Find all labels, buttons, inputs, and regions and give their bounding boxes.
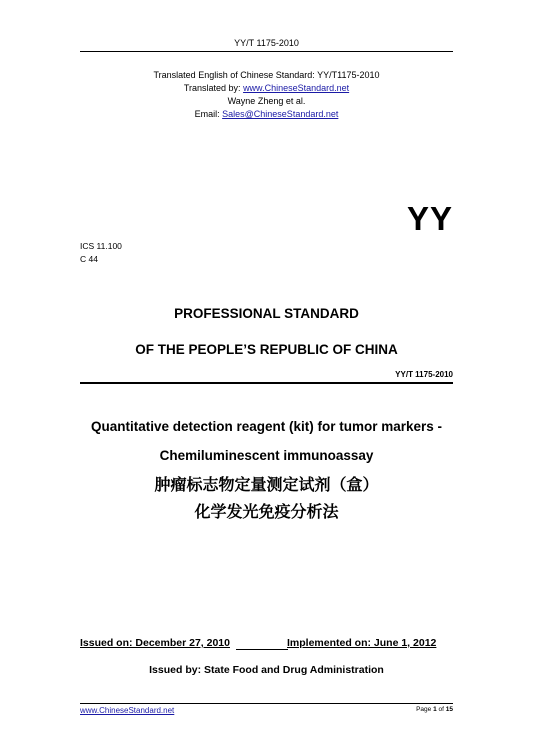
document-title-en-line1: Quantitative detection reagent (kit) for tumor markers - — [90, 419, 443, 434]
translation-source-line: Translated English of Chinese Standard: YY/T1175-2010 — [153, 70, 380, 80]
page-label: Page — [416, 706, 434, 713]
email-line — [0, 107, 533, 121]
issuing-authority: Issued by: State Food and Drug Administration — [149, 664, 384, 676]
standard-number: YY/T 1175-2010 — [395, 370, 453, 379]
document-title-en-line2: Chemiluminescent immunoassay — [159, 448, 374, 463]
header-divider — [80, 51, 453, 52]
implemented-date: Implemented on: June 1, 2012 — [287, 637, 437, 649]
page-indicator — [416, 706, 453, 713]
email-link[interactable]: Sales@ChineseStandard.net — [222, 109, 339, 119]
standard-title-line2: OF THE PEOPLE’S REPUBLIC OF CHINA — [135, 342, 398, 357]
issued-date: Issued on: December 27, 2010 — [80, 637, 230, 649]
document-title-cn-line1: 肿瘤标志物定量测定试剂（盒） — [154, 475, 379, 494]
translated-by-label: Translated by: — [183, 83, 244, 93]
email-label: Email: — [194, 109, 223, 119]
page-current: 1 — [433, 706, 437, 713]
ics-code: ICS 11.100 — [80, 241, 122, 251]
translator-site-link[interactable]: www.ChineseStandard.net — [243, 83, 350, 93]
translated-by-line — [0, 81, 533, 95]
footer-divider — [80, 703, 453, 704]
title-divider — [80, 382, 453, 384]
translator-name: Wayne Zheng et al. — [227, 96, 306, 106]
ccs-code: C 44 — [80, 254, 98, 264]
document-title-cn-line2: 化学发光免疫分析法 — [194, 502, 339, 521]
classification-codes — [80, 240, 122, 266]
category-mark: YY — [406, 200, 453, 237]
footer-site-link[interactable]: www.ChineseStandard.net — [80, 706, 175, 715]
page-total: 15 — [445, 706, 453, 713]
standard-title-line1: PROFESSIONAL STANDARD — [174, 306, 359, 321]
header-standard-code: YY/T 1175-2010 — [234, 38, 299, 48]
page-of: of — [436, 706, 446, 713]
date-underline-gap — [236, 649, 288, 650]
